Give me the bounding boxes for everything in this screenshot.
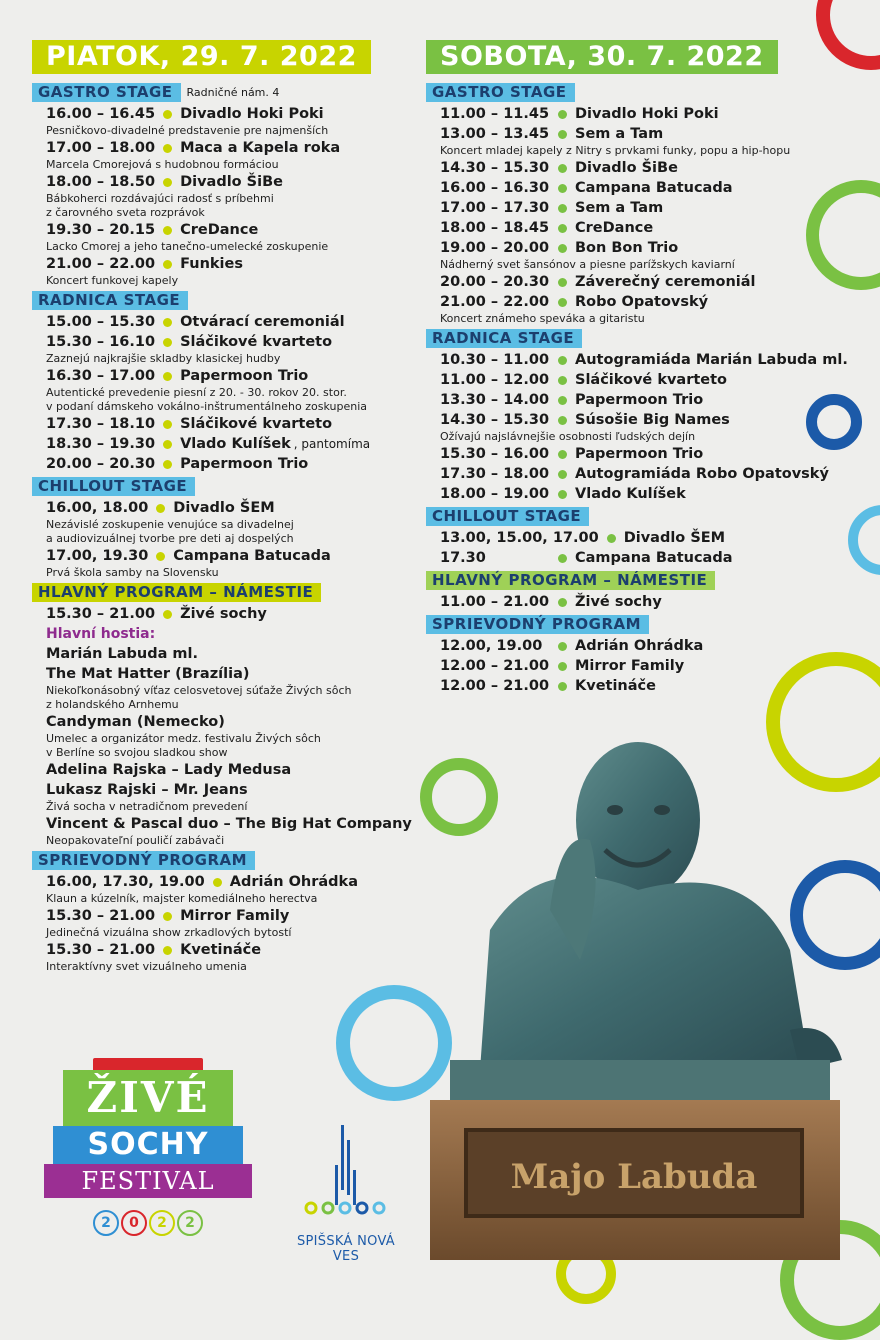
event-time: 16.00 – 16.45 <box>46 106 156 122</box>
event-description: Klaun a kúzelník, majster komediálneho herectva <box>46 892 318 905</box>
event-time: 11.00 – 12.00 <box>440 372 550 388</box>
event-time: 17.00 – 17.30 <box>440 200 550 216</box>
year-digit: 2 <box>149 1210 175 1236</box>
event-row <box>46 434 422 454</box>
event-name: Kvetináče <box>575 678 656 694</box>
logo-roof <box>93 1058 203 1070</box>
event-description: z čarovného sveta rozprávok <box>46 206 205 219</box>
guest-name: Lukasz Rajski – Mr. Jeans <box>46 782 248 798</box>
gastro-stage-title: GASTRO STAGE <box>426 83 575 102</box>
guest-description: Umelec a organizátor medz. festivalu Živých sôch <box>46 732 321 745</box>
event-row <box>440 464 866 484</box>
gastro-stage-heading-row <box>32 83 422 102</box>
event-row <box>440 238 866 258</box>
bullet-dot-icon <box>163 440 172 449</box>
bullet-dot-icon <box>163 226 172 235</box>
event-time: 18.00 – 18.45 <box>440 220 550 236</box>
guest-name: Candyman (Nemecko) <box>46 714 225 730</box>
event-name: Kvetináče <box>180 942 262 958</box>
bullet-dot-icon <box>558 470 567 479</box>
bullet-dot-icon <box>156 504 165 513</box>
event-name: Campana Batucada <box>173 548 331 564</box>
event-row <box>46 332 422 352</box>
event-time: 15.30 – 21.00 <box>46 606 156 622</box>
sprievodny-program-title: SPRIEVODNÝ PROGRAM <box>426 615 649 634</box>
event-name: Autogramiáda Marián Labuda ml. <box>575 352 848 368</box>
event-name: Živé sochy <box>180 606 267 622</box>
day-header: PIATOK, 29. 7. 2022 <box>32 40 371 74</box>
event-name: Otvárací ceremoniál <box>180 314 345 330</box>
event-time: 18.00 – 19.00 <box>440 486 550 502</box>
day-header: SOBOTA, 30. 7. 2022 <box>426 40 778 74</box>
event-row <box>440 292 866 312</box>
event-name: Papermoon Trio <box>180 368 309 384</box>
bullet-dot-icon <box>163 260 172 269</box>
bullet-dot-icon <box>607 534 616 543</box>
event-time: 20.00 – 20.30 <box>46 456 156 472</box>
event-name: Sem a Tam <box>575 200 664 216</box>
event-description: a audiovizuálnej tvorbe pre deti aj dospelých <box>46 532 294 545</box>
event-time: 18.30 – 19.30 <box>46 436 156 452</box>
event-description: v podaní dámskeho vokálno-inštrumentálneho zoskupenia <box>46 400 367 413</box>
event-name: Sláčikové kvarteto <box>180 334 333 350</box>
bullet-dot-icon <box>558 396 567 405</box>
bullet-dot-icon <box>163 460 172 469</box>
event-time: 17.00, 19.30 <box>46 548 149 564</box>
event-row <box>440 158 866 178</box>
event-name: Mirror Family <box>180 908 290 924</box>
bullet-dot-icon <box>163 144 172 153</box>
event-description: Jedinečná vizuálna show zrkadlových bytostí <box>46 926 292 939</box>
bullet-dot-icon <box>163 318 172 327</box>
year-digit: 2 <box>93 1210 119 1236</box>
event-row <box>46 312 422 332</box>
bullet-dot-icon <box>558 110 567 119</box>
hosts-title: Hlavní hostia: <box>46 626 156 642</box>
event-time: 15.30 – 16.10 <box>46 334 156 350</box>
event-row <box>46 546 422 566</box>
event-row <box>440 676 866 696</box>
event-time: 21.00 – 22.00 <box>440 294 550 310</box>
event-row <box>46 940 422 960</box>
event-name: Campana Batucada <box>575 550 733 566</box>
radnica-stage-heading-row <box>32 291 422 310</box>
event-row <box>46 220 422 240</box>
event-name: Záverečný ceremoniál <box>575 274 756 290</box>
bullet-dot-icon <box>558 662 567 671</box>
event-row <box>440 444 866 464</box>
event-row <box>440 390 866 410</box>
event-time: 19.30 – 20.15 <box>46 222 156 238</box>
event-name: Vlado Kulíšek <box>180 436 291 452</box>
statue-image <box>430 730 850 1270</box>
event-description: Lacko Cmorej a jeho tanečno-umelecké zoskupenie <box>46 240 329 253</box>
event-time: 11.00 – 11.45 <box>440 106 550 122</box>
hlavny-program-heading-row <box>32 583 422 602</box>
event-row <box>46 254 422 274</box>
saturday-column <box>426 40 866 696</box>
event-name: Divadlo Hoki Poki <box>575 106 719 122</box>
event-row <box>440 592 866 612</box>
event-row <box>46 498 422 518</box>
bullet-dot-icon <box>558 204 567 213</box>
event-name: CreDance <box>575 220 654 236</box>
bullet-dot-icon <box>558 682 567 691</box>
event-name: Adrián Ohrádka <box>229 874 358 890</box>
chillout-stage-heading-row <box>426 507 866 526</box>
radnica-stage-title: RADNICA STAGE <box>426 329 582 348</box>
event-description: Nádherný svet šansónov a piesne parížskych kaviarní <box>440 258 735 271</box>
logo-year <box>44 1210 252 1236</box>
event-row <box>46 872 422 892</box>
event-name: Autogramiáda Robo Opatovský <box>575 466 829 482</box>
event-row <box>440 370 866 390</box>
event-row <box>46 366 422 386</box>
event-name: Divadlo Hoki Poki <box>180 106 324 122</box>
event-name: Divadlo ŠEM <box>173 500 275 516</box>
guest-name: Adelina Rajska – Lady Medusa <box>46 762 292 778</box>
event-time: 16.00 – 16.30 <box>440 180 550 196</box>
logo-festival: FESTIVAL <box>44 1164 252 1198</box>
sprievodny-program-heading-row <box>426 615 866 634</box>
event-name: Papermoon Trio <box>180 456 309 472</box>
event-time: 19.00 – 20.00 <box>440 240 550 256</box>
event-description: Autentické prevedenie piesní z 20. - 30. rokov 20. stor. <box>46 386 347 399</box>
event-row <box>46 414 422 434</box>
event-row <box>440 410 866 430</box>
bullet-dot-icon <box>163 946 172 955</box>
event-row <box>440 350 866 370</box>
event-row <box>46 104 422 124</box>
event-time: 15.30 – 21.00 <box>46 908 156 924</box>
year-digit: 0 <box>121 1210 147 1236</box>
event-row <box>440 528 866 548</box>
bullet-dot-icon <box>558 164 567 173</box>
event-description: Koncert známeho speváka a gitaristu <box>440 312 645 325</box>
bullet-dot-icon <box>558 642 567 651</box>
gastro-stage-heading-row <box>426 83 866 102</box>
event-name: Bon Bon Trio <box>575 240 679 256</box>
event-time: 15.00 – 15.30 <box>46 314 156 330</box>
event-row <box>440 198 866 218</box>
bullet-dot-icon <box>163 372 172 381</box>
bullet-dot-icon <box>163 110 172 119</box>
town-logo <box>286 1120 406 1264</box>
bullet-dot-icon <box>558 376 567 385</box>
gastro-stage-title: GASTRO STAGE <box>32 83 181 102</box>
bullet-dot-icon <box>163 912 172 921</box>
bullet-dot-icon <box>558 490 567 499</box>
event-time: 10.30 – 11.00 <box>440 352 550 368</box>
event-row <box>440 124 866 144</box>
town-mark-icon <box>301 1120 391 1230</box>
event-time: 16.00, 18.00 <box>46 500 149 516</box>
guest-name: Vincent & Pascal duo – The Big Hat Company <box>46 816 412 832</box>
event-time: 11.00 – 21.00 <box>440 594 550 610</box>
event-row <box>46 138 422 158</box>
event-description: Nezávislé zoskupenie venujúce sa divadelnej <box>46 518 294 531</box>
logo-sochy: SOCHY <box>53 1126 243 1164</box>
radnica-stage-heading-row <box>426 329 866 348</box>
event-suffix: , pantomíma <box>293 437 371 451</box>
event-time: 12.00 – 21.00 <box>440 678 550 694</box>
sprievodny-program-title: SPRIEVODNÝ PROGRAM <box>32 851 255 870</box>
event-name: Živé sochy <box>575 594 662 610</box>
town-name: SPIŠSKÁ NOVÁ VES <box>296 1234 396 1264</box>
bullet-dot-icon <box>558 416 567 425</box>
event-description: Bábkoherci rozdávajúci radosť s príbehmi <box>46 192 274 205</box>
radnica-stage-title: RADNICA STAGE <box>32 291 188 310</box>
stage-note: Radničné nám. 4 <box>186 86 280 99</box>
chillout-stage-title: CHILLOUT STAGE <box>426 507 589 526</box>
event-description: Zaznejú najkrajšie skladby klasickej hudby <box>46 352 281 365</box>
bullet-dot-icon <box>163 338 172 347</box>
event-name: Sem a Tam <box>575 126 664 142</box>
event-name: Sláčikové kvarteto <box>180 416 333 432</box>
friday-column <box>32 40 422 974</box>
event-row <box>46 454 422 474</box>
event-name: Papermoon Trio <box>575 392 704 408</box>
event-time: 17.30 – 18.00 <box>440 466 550 482</box>
bullet-dot-icon <box>558 450 567 459</box>
event-time: 16.30 – 17.00 <box>46 368 156 384</box>
event-description: Ožívajú najslávnejšie osobnosti ľudských dejín <box>440 430 696 443</box>
festival-logo <box>44 1058 252 1236</box>
bullet-dot-icon <box>163 610 172 619</box>
bullet-dot-icon <box>558 184 567 193</box>
bullet-dot-icon <box>156 552 165 561</box>
guest-description: z holandského Arnhemu <box>46 698 179 711</box>
event-name: Campana Batucada <box>575 180 733 196</box>
guest-description: Niekoľkonásobný víťaz celosvetovej súťaže Živých sôch <box>46 684 352 697</box>
year-digit: 2 <box>177 1210 203 1236</box>
event-time: 13.30 – 14.00 <box>440 392 550 408</box>
event-time: 20.00 – 20.30 <box>440 274 550 290</box>
event-name: Divadlo ŠiBe <box>575 160 678 176</box>
event-name: Adrián Ohrádka <box>575 638 704 654</box>
event-row <box>440 636 866 656</box>
event-time: 17.00 – 18.00 <box>46 140 156 156</box>
hlavny-program-title: HLAVNÝ PROGRAM – NÁMESTIE <box>32 583 321 602</box>
hlavny-program-heading-row <box>426 571 866 590</box>
event-time: 13.00 – 13.45 <box>440 126 550 142</box>
event-time: 12.00, 19.00 <box>440 638 543 654</box>
event-row <box>440 104 866 124</box>
event-time: 16.00, 17.30, 19.00 <box>46 874 205 890</box>
statue-plaque: Majo Labuda <box>510 1157 758 1197</box>
event-name: Maca a Kapela roka <box>180 140 341 156</box>
bullet-dot-icon <box>163 420 172 429</box>
guest-description: v Berlíne so svojou sladkou show <box>46 746 228 759</box>
chillout-stage-heading-row <box>32 477 422 496</box>
bullet-dot-icon <box>558 130 567 139</box>
event-name: Divadlo ŠiBe <box>180 174 283 190</box>
event-time: 12.00 – 21.00 <box>440 658 550 674</box>
event-description: Marcela Cmorejová s hudobnou formáciou <box>46 158 279 171</box>
event-row <box>46 172 422 192</box>
event-description: Koncert funkovej kapely <box>46 274 179 287</box>
hlavny-program-title: HLAVNÝ PROGRAM – NÁMESTIE <box>426 571 715 590</box>
event-name: Sláčikové kvarteto <box>575 372 728 388</box>
guest-description: Neopakovateľní pouličí zabávači <box>46 834 225 847</box>
chillout-stage-title: CHILLOUT STAGE <box>32 477 195 496</box>
event-row <box>46 604 422 624</box>
event-description: Koncert mladej kapely z Nitry s prvkami funky, popu a hip-hopu <box>440 144 791 157</box>
event-description: Prvá škola samby na Slovensku <box>46 566 219 579</box>
bullet-dot-icon <box>558 278 567 287</box>
logo-zive: ŽIVÉ <box>63 1070 233 1126</box>
event-name: Divadlo ŠEM <box>623 530 726 546</box>
event-name: Vlado Kulíšek <box>575 486 686 502</box>
bullet-dot-icon <box>558 224 567 233</box>
event-time: 15.30 – 16.00 <box>440 446 550 462</box>
event-time: 14.30 – 15.30 <box>440 412 550 428</box>
event-name: Mirror Family <box>575 658 685 674</box>
event-row <box>440 548 866 568</box>
event-row <box>440 656 866 676</box>
bullet-dot-icon <box>163 178 172 187</box>
event-row <box>440 484 866 504</box>
event-row <box>46 906 422 926</box>
event-description: Interaktívny svet vizuálneho umenia <box>46 960 247 973</box>
bullet-dot-icon <box>558 244 567 253</box>
guest-name: Marián Labuda ml. <box>46 646 199 662</box>
event-name: CreDance <box>180 222 259 238</box>
bullet-dot-icon <box>558 598 567 607</box>
bullet-dot-icon <box>213 878 222 887</box>
bullet-dot-icon <box>558 298 567 307</box>
event-name: Robo Opatovský <box>575 294 709 310</box>
event-row <box>440 178 866 198</box>
event-time: 17.30 <box>440 550 486 566</box>
event-row <box>440 272 866 292</box>
bullet-dot-icon <box>558 554 567 563</box>
event-time: 21.00 – 22.00 <box>46 256 156 272</box>
event-time: 18.00 – 18.50 <box>46 174 156 190</box>
event-row <box>440 218 866 238</box>
event-time: 13.00, 15.00, 17.00 <box>440 530 599 546</box>
event-time: 17.30 – 18.10 <box>46 416 156 432</box>
event-name: Funkies <box>180 256 243 272</box>
event-description: Pesničkovo-divadelné predstavenie pre najmenších <box>46 124 329 137</box>
event-name: Súsošie Big Names <box>575 412 730 428</box>
event-time: 14.30 – 15.30 <box>440 160 550 176</box>
guest-description: Živá socha v netradičnom prevedení <box>46 800 248 813</box>
event-time: 15.30 – 21.00 <box>46 942 156 958</box>
bullet-dot-icon <box>558 356 567 365</box>
event-name: Papermoon Trio <box>575 446 704 462</box>
guest-name: The Mat Hatter (Brazília) <box>46 666 250 682</box>
sprievodny-program-heading-row <box>32 851 422 870</box>
